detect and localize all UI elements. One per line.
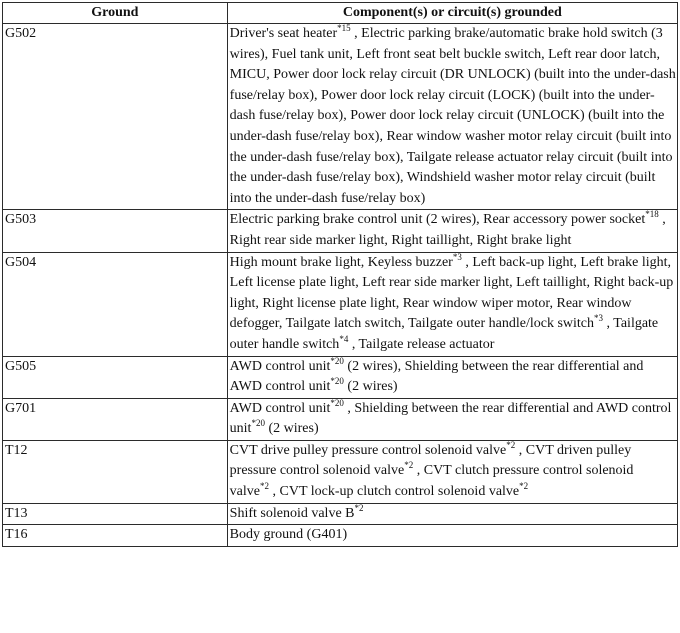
component-text: , Tailgate release actuator: [348, 336, 495, 352]
ground-distribution-table: [2, 2, 678, 547]
components-cell: [227, 525, 677, 547]
components-cell: [227, 503, 677, 525]
component-text: (2 wires), Shielding between the rear differential and AWD control unit: [229, 358, 644, 395]
table-row: [3, 356, 678, 398]
component-text: Body ground (G401): [229, 527, 348, 543]
table-row: [3, 398, 678, 440]
component-text: , Electric parking brake/automatic brake hold switch (3 wires), Fuel tank unit, Left front seat belt buckle switch, Left rear door latch, MICU, Power door lock relay circuit (DR UNLOCK) (built into the under-dash fuse/relay box), Power door lock relay circuit (LOCK) (built into the under-dash fuse/relay box), Power door lock relay circuit (UNLOCK) (built into the under-dash fuse/relay box), Rear window washer motor relay circuit (built into the under-dash fuse/relay box), Tailgate release actuator relay circuit (built into the under-dash fuse/relay box), Windshield washer motor relay circuit (built into the under-dash fuse/relay box): [229, 26, 676, 206]
ground-column-header: Ground: [3, 3, 228, 24]
components-cell: [227, 440, 677, 503]
component-text: AWD control unit: [229, 358, 331, 374]
table-row: [3, 525, 678, 547]
components-cell: [227, 252, 677, 356]
table-row: [3, 440, 678, 503]
component-text: , CVT driven pulley pressure control solenoid valve: [229, 442, 632, 479]
component-text: (2 wires): [343, 379, 398, 395]
footnote-marker: *2: [260, 481, 269, 492]
component-text: High mount brake light, Keyless buzzer: [229, 254, 453, 270]
component-text: Driver's seat heater: [229, 26, 338, 41]
footnote-marker: *2: [404, 460, 414, 471]
ground-cell: G505: [3, 356, 228, 398]
ground-cell: G701: [3, 398, 228, 440]
footnote-marker: *20: [330, 376, 344, 387]
components-cell: [227, 398, 677, 440]
footnote-marker: *18: [645, 209, 659, 220]
footnote-marker: *3: [452, 251, 462, 262]
components-cell: [227, 356, 677, 398]
table-row: [3, 252, 678, 356]
component-text: , Shielding between the rear differential and AWD control unit: [229, 400, 672, 437]
ground-cell: T13: [3, 503, 228, 525]
footnote-marker: *20: [330, 355, 344, 366]
footnote-marker: *2: [354, 502, 364, 513]
component-text: , Right rear side marker light, Right taillight, Right brake light: [229, 212, 666, 248]
component-text: Shift solenoid valve B: [229, 505, 355, 521]
footnote-marker: *2: [506, 439, 516, 450]
footnote-marker: *20: [330, 397, 344, 408]
ground-cell: G504: [3, 252, 228, 356]
table-body: [3, 24, 678, 547]
components-column-header: Component(s) or circuit(s) grounded: [227, 3, 677, 24]
component-text: AWD control unit: [229, 400, 331, 416]
component-text: Electric parking brake control unit (2 wires), Rear accessory power socket: [229, 212, 646, 228]
footnote-marker: *3: [594, 313, 604, 324]
components-cell: [227, 24, 677, 210]
ground-cell: T16: [3, 525, 228, 547]
ground-cell: G502: [3, 24, 228, 210]
component-text: (2 wires): [264, 421, 319, 437]
footnote-marker: *4: [339, 333, 349, 344]
component-text: , Left back-up light, Left brake light, Left license plate light, Left rear side marker light, Left taillight, Right back-up light, Right license plate light, Rear window wiper motor, Rear window defogger, Tailgate latch switch, Tailgate outer handle/lock switch: [229, 254, 674, 332]
footnote-marker: *20: [251, 418, 265, 429]
component-text: , CVT clutch pressure control solenoid valve: [229, 463, 634, 500]
table-row: [3, 210, 678, 252]
table-row: [3, 503, 678, 525]
ground-cell: G503: [3, 210, 228, 252]
components-cell: [227, 210, 677, 252]
ground-cell: T12: [3, 440, 228, 503]
table-row: [3, 24, 678, 210]
component-text: CVT drive pulley pressure control solenoid valve: [229, 442, 507, 458]
component-text: , CVT lock-up clutch control solenoid valve: [269, 484, 520, 500]
footnote-marker: *2: [519, 481, 529, 492]
component-text: , Tailgate outer handle switch: [229, 316, 659, 352]
header-row: [3, 3, 678, 24]
footnote-marker: *15: [337, 23, 351, 33]
